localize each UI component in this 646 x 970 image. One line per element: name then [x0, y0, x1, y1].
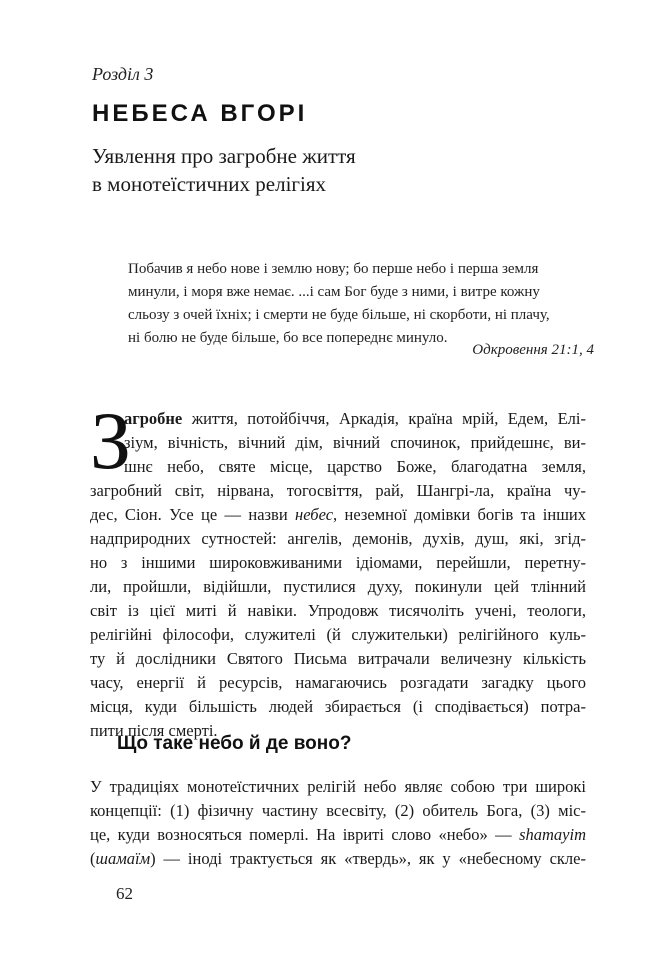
chapter-title: НЕБЕСА ВГОРІ	[92, 100, 308, 127]
subtitle-line: в монотеїстичних релігіях	[92, 172, 327, 196]
paragraph-line: релігійні філософи, служителі (й служительки) релігійного куль-	[90, 625, 586, 644]
paragraph-line: ту й дослідники Святого Письма витрачали величезну кількість	[90, 649, 586, 668]
epigraph-line: сльозу з очей їхніх; і смерти не буде більше, ні скорботи, ні плачу,	[128, 307, 550, 323]
paragraph-line: но з іншими широковживаними ідіомами, перейшли, перетну-	[90, 553, 586, 572]
paragraph-line: концепції: (1) фізичну частину всесвіту, (2) обитель Бога, (3) міс-	[90, 801, 586, 820]
paragraph-line	[90, 407, 586, 431]
subtitle-line: Уявлення про загробне життя	[92, 144, 356, 168]
line-text: (	[90, 849, 96, 868]
paragraph-line: зіум, вічність, вічний дім, вічний спочинок, прийдешнє, ви-	[124, 433, 586, 452]
chapter-label: Розділ 3	[92, 64, 154, 84]
paragraph-line	[90, 503, 586, 527]
line-text: , неземної домівки богів та інших	[333, 505, 586, 524]
italic-word: небес	[295, 505, 334, 524]
paragraph-line: пити після смерті.	[90, 721, 218, 740]
line-text: це, куди возносяться померлі. На івриті слово «небо» —	[90, 825, 520, 844]
paragraph-line: У традиціях монотеїстичних релігій небо являє собою три широкі	[90, 777, 586, 796]
paragraph-line: загробний світ, нірвана, тогосвіття, рай, Шангрі-ла, країна чу-	[90, 481, 586, 500]
epigraph	[128, 258, 586, 350]
italic-word: shamayim	[519, 825, 586, 844]
paragraph-line: часу, енергії й ресурсів, намагаючись розгадати загадку цього	[90, 673, 586, 692]
epigraph-line: ні болю не буде більше, бо все попереднє минуло.	[128, 330, 448, 346]
paragraph-line: надприродних сутностей: ангелів, демонів, духів, душ, які, згід-	[90, 529, 586, 548]
section-paragraph	[90, 775, 586, 871]
paragraph-line	[90, 847, 586, 871]
line-text: життя, потойбіччя, Аркадія, країна мрій, Едем, Елі-	[182, 409, 586, 428]
italic-word: шамаїм	[95, 849, 151, 868]
dropcap-letter: З	[90, 395, 132, 486]
epigraph-line: минули, і моря вже немає. ...і сам Бог буде з ними, і витре кожну	[128, 284, 540, 300]
page-number: 62	[116, 884, 133, 903]
epigraph-line: Побачив я небо нове і землю нову; бо перше небо і перша земля	[128, 261, 539, 277]
line-text: дес, Сіон. Усе це — назви	[90, 505, 296, 524]
paragraph-line: світ із цієї миті й навіки. Упродовж тисячоліть учені, теологи,	[90, 601, 586, 620]
paragraph-line: місця, куди більшість людей збирається (і сподівається) потра-	[90, 697, 586, 716]
bold-word: агробне	[124, 409, 183, 428]
line-text: ) — іноді трактується як «твердь», як у «небесному скле-	[150, 849, 586, 868]
paragraph-line: ли, пройшли, відійшли, пустилися духу, покинули цей тлінний	[90, 577, 586, 596]
paragraph-line	[90, 823, 586, 847]
chapter-subtitle	[92, 142, 532, 198]
section-heading: Що таке небо й де воно?	[117, 733, 352, 754]
intro-paragraph	[90, 407, 586, 743]
paragraph-line: шнє небо, святе місце, царство Боже, благодатна земля,	[124, 457, 586, 476]
epigraph-source: Одкровення 21:1, 4	[472, 342, 594, 358]
